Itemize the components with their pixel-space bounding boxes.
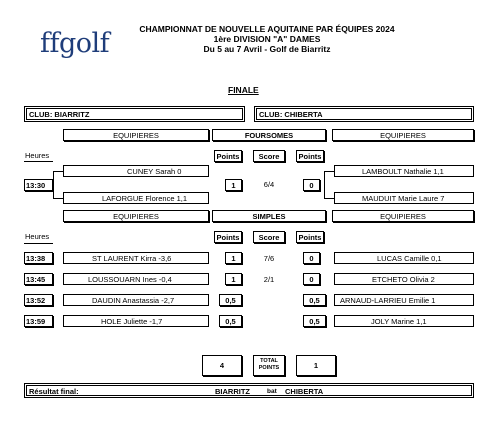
points-header-right xyxy=(296,150,324,162)
simple-match-row xyxy=(0,251,500,265)
total-left xyxy=(202,355,242,376)
points-header-left xyxy=(214,150,242,162)
result-verb: bat xyxy=(267,388,277,395)
left-points xyxy=(225,252,242,264)
championship-title xyxy=(112,25,422,54)
total-right xyxy=(296,355,336,376)
right-points xyxy=(303,273,320,285)
foursome-left-points xyxy=(225,179,242,191)
round-title: FINALE xyxy=(228,85,259,95)
right-points xyxy=(303,315,326,327)
equipieres-left-header xyxy=(63,129,209,141)
match-time-label: 13:45 xyxy=(26,275,46,284)
left-points-value: 1 xyxy=(231,275,236,284)
points-value: 1 xyxy=(231,181,236,190)
bracket-left xyxy=(53,171,54,198)
total-label-box xyxy=(253,355,285,376)
points-value: 0 xyxy=(309,181,314,190)
simples-equipieres-right-header xyxy=(332,210,474,222)
club-right-label: CLUB: CHIBERTA xyxy=(259,110,323,119)
match-time xyxy=(24,315,53,327)
score-header xyxy=(253,150,285,162)
simples-score-header xyxy=(253,231,285,243)
foursome-right-player-2 xyxy=(334,192,474,204)
left-points-value: 1 xyxy=(231,254,236,263)
right-points xyxy=(303,252,320,264)
right-points-value: 0,5 xyxy=(309,296,320,305)
right-player-name: ARNAUD-LARRIEU Emilie 1 xyxy=(340,296,436,305)
right-player-name: ETCHETO Olivia 2 xyxy=(372,275,435,284)
foursome-left-player-2 xyxy=(63,192,209,204)
score-label: Score xyxy=(258,233,280,242)
foursome-right-points xyxy=(303,179,320,191)
heures-label: Heures xyxy=(25,151,50,160)
result-winner: BIARRITZ xyxy=(215,387,250,396)
simple-match-row xyxy=(0,314,500,328)
left-player-name: DAUDIN Anastassia -2,7 xyxy=(92,296,175,305)
club-right-box xyxy=(254,106,474,122)
foursome-match-row xyxy=(0,165,500,205)
right-points xyxy=(303,294,326,306)
simple-match-row xyxy=(0,272,500,286)
right-points-value: 0 xyxy=(309,275,314,284)
left-player-box xyxy=(63,273,209,285)
left-points xyxy=(225,273,242,285)
club-left-box xyxy=(24,106,245,122)
foursome-time xyxy=(24,179,53,191)
equipieres-left-label: EQUIPIERES xyxy=(113,212,159,221)
foursome-score: 6/4 xyxy=(263,180,275,189)
simples-points-header-right xyxy=(296,231,324,243)
points-label: Points xyxy=(216,152,240,161)
left-player-name: ST LAURENT Kirra -3,6 xyxy=(92,254,172,263)
result-bar xyxy=(24,383,474,398)
equipieres-left-label: EQUIPIERES xyxy=(113,131,159,140)
right-player-name: JOLY Marine 1,1 xyxy=(371,317,427,326)
player-name: LAMBOULT Nathalie 1,1 xyxy=(362,167,444,176)
right-player-name: LUCAS Camille 0,1 xyxy=(377,254,442,263)
foursomes-label: FOURSOMES xyxy=(244,131,294,140)
left-points xyxy=(219,315,242,327)
right-player-box xyxy=(334,294,474,306)
result-label: Résultat final: xyxy=(29,387,79,396)
heures-header-foursomes xyxy=(24,150,53,162)
title-line-3: Du 5 au 7 Avril - Golf de Biarritz xyxy=(203,43,331,54)
total-left-value: 4 xyxy=(219,361,225,370)
simples-section-header xyxy=(212,210,326,222)
player-name: CUNEY Sarah 0 xyxy=(127,167,182,176)
bracket-right xyxy=(324,171,325,198)
match-time xyxy=(24,294,53,306)
right-points-value: 0,5 xyxy=(309,317,320,326)
points-label-right: Points xyxy=(298,152,322,161)
heures-header-simples xyxy=(24,231,53,244)
equipieres-right-header xyxy=(332,129,474,141)
match-time xyxy=(24,273,53,285)
simples-equipieres-left-header xyxy=(63,210,209,222)
left-player-box xyxy=(63,294,209,306)
left-points-value: 0,5 xyxy=(225,317,236,326)
match-time-label: 13:59 xyxy=(26,317,46,326)
foursome-time-label: 13:30 xyxy=(26,181,46,190)
match-time-label: 13:52 xyxy=(26,296,46,305)
foursome-left-player-1 xyxy=(63,165,209,177)
left-points-value: 0,5 xyxy=(225,296,236,305)
right-player-box xyxy=(334,252,474,264)
match-time-label: 13:38 xyxy=(26,254,46,263)
total-label: TOTAL POINTS xyxy=(258,358,280,372)
points-label-right: Points xyxy=(298,233,322,242)
left-points xyxy=(219,294,242,306)
title-line-2: 1ère DIVISION "A" DAMES xyxy=(213,33,321,44)
equipieres-right-label: EQUIPIERES xyxy=(380,212,426,221)
player-name: LAFORGUE Florence 1,1 xyxy=(102,194,188,203)
match-time xyxy=(24,252,53,264)
player-name: MAUDUIT Marie Laure 7 xyxy=(362,194,445,203)
right-player-box xyxy=(334,315,474,327)
ffgolf-logo: ffgolf xyxy=(40,28,110,59)
match-score: 7/6 xyxy=(263,254,275,263)
points-label: Points xyxy=(216,233,240,242)
simples-label: SIMPLES xyxy=(252,212,286,221)
foursome-right-player-1 xyxy=(334,165,474,177)
left-player-name: HOLE Juliette -1,7 xyxy=(101,317,163,326)
left-player-box xyxy=(63,315,209,327)
heures-label: Heures xyxy=(25,232,50,241)
simple-match-row xyxy=(0,293,500,307)
score-label: Score xyxy=(258,152,280,161)
result-loser: CHIBERTA xyxy=(285,387,324,396)
left-player-name: LOUSSOUARN Ines -0,4 xyxy=(88,275,172,284)
right-points-value: 0 xyxy=(309,254,314,263)
right-player-box xyxy=(334,273,474,285)
match-score: 2/1 xyxy=(263,275,275,284)
total-right-value: 1 xyxy=(313,361,319,370)
club-left-label: CLUB: BIARRITZ xyxy=(29,110,90,119)
left-player-box xyxy=(63,252,209,264)
equipieres-right-label: EQUIPIERES xyxy=(380,131,426,140)
title-line-1: CHAMPIONNAT DE NOUVELLE AQUITAINE PAR ÉQUIPES 2024 xyxy=(139,24,395,34)
foursomes-section-header xyxy=(212,129,326,141)
simples-points-header-left xyxy=(214,231,242,243)
